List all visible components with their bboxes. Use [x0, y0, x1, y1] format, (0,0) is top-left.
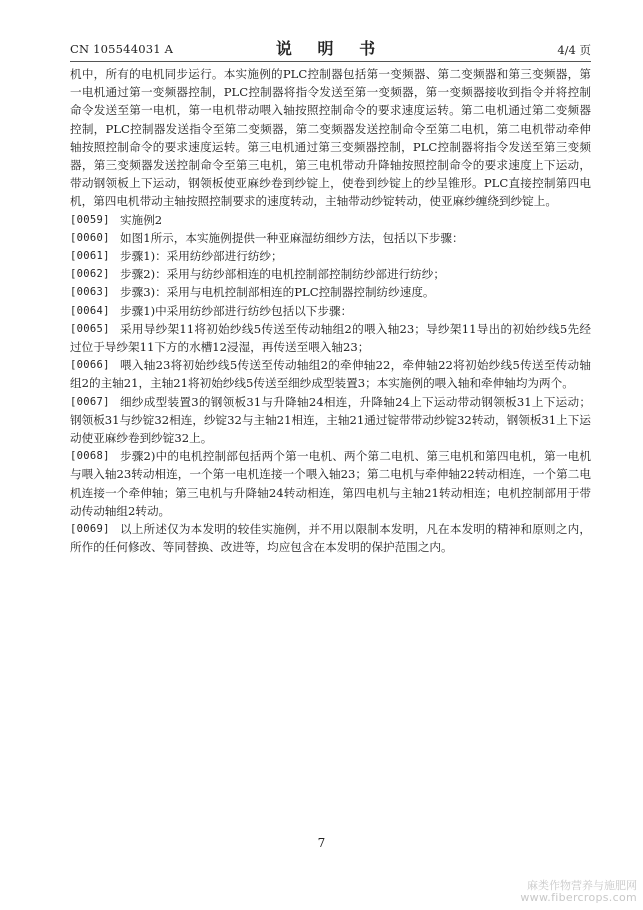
- paragraph-number: [0062]: [70, 268, 110, 281]
- paragraph-number: [0059]: [70, 213, 110, 226]
- paragraph-text: 如图1所示，本实施例提供一种亚麻湿纺细纱方法，包括以下步骤：: [120, 230, 464, 245]
- paragraph-number: [0065]: [70, 322, 110, 335]
- paragraph-0062: [70, 265, 591, 283]
- watermark-site-name: 麻类作物营养与施肥网: [527, 879, 637, 892]
- paragraph-text: 步骤2)：采用与纺纱部相连的电机控制部控制纺纱部进行纺纱；: [120, 267, 445, 282]
- watermark: [520, 880, 637, 904]
- page-indicator: 4/4 页: [557, 43, 591, 57]
- paragraph-number: [0068]: [70, 450, 110, 463]
- paragraph-number: [0061]: [70, 250, 110, 263]
- paragraph-0060: [70, 229, 591, 247]
- paragraph-text: 以上所述仅为本发明的较佳实施例，并不用以限制本发明，凡在本发明的精神和原则之内，所作的任何修改、等同替换、改进等，均应包含在本发明的保护范围之内。: [70, 522, 591, 555]
- paragraph-0067: [70, 393, 591, 448]
- continuation-paragraph: 机中，所有的电机同步运行。本实施例的PLC控制器包括第一变频器、第二变频器和第三变频器，第一电机通过第一变频器控制，PLC控制器将指令发送至第一变频器，第一变频器接收到指令并将控制命令发送至第一电机，第一电机带动喂入轴按照控制命令的要求速度运转。第二电机通过第二变频器控制，PLC控制器发送指令至第二变频器，第二变频器发送控制命令至第二电机，第二电机带动牵伸轴按照控制命令的要求速度运转。第三电机通过第三变频器控制，PLC控制器将指令发送至第三变频器，第三变频器发送控制命令至第三电机，第三电机带动升降轴按照控制命令的要求速度上下运动，带动钢领板上下运动，钢领板使亚麻纱卷到纱锭上，使卷到纱锭上的纱呈锥形。PLC直接控制第四电机，第四电机带动主轴按照控制要求的速度转动，主轴带动纱锭转动，使亚麻纱缠绕到纱锭上。: [70, 67, 591, 209]
- paragraph-number: [0063]: [70, 286, 110, 299]
- paragraph-text: 喂入轴23将初始纱线5传送至传动轴组2的牵伸轴22，牵伸轴22将初始纱线5传送至传动轴组2的主轴21，主轴21将初始纱线5传送至细纱成型装置3；本实施例的喂入轴和牵伸轴均为两个。: [70, 358, 591, 391]
- paragraph-0059: [70, 211, 591, 229]
- paragraph-text: 实施例2: [120, 212, 163, 227]
- paragraph-text: 步骤2)中的电机控制部包括两个第一电机、两个第二电机、第三电机和第四电机，第一电机与喂入轴23转动相连，一个第一电机连接一个喂入轴23；第二电机与牵伸轴22转动相连，一个第二电机连接一个牵伸轴；第三电机与升降轴24转动相连，第四电机与主轴21转动相连；电机控制部用于带动传动轴组2转动。: [70, 449, 591, 518]
- watermark-url: www.fibercrops.com: [520, 891, 637, 904]
- paragraph-number: [0060]: [70, 231, 110, 244]
- paragraph-text: 步骤3)：采用与电机控制部相连的PLC控制器控制纺纱速度。: [120, 285, 435, 300]
- paragraph-0065: [70, 320, 591, 356]
- paragraph-text: 步骤1)：采用纺纱部进行纺纱；: [120, 249, 283, 264]
- document-body: [70, 65, 591, 556]
- paragraph-text: 步骤1)中采用纺纱部进行纺纱包括以下步骤：: [120, 303, 353, 318]
- paragraph-0069: [70, 520, 591, 556]
- paragraph-text: 细纱成型装置3的钢领板31与升降轴24相连，升降轴24上下运动带动钢领板31上下运动；钢领板31与纱锭32相连，纱锭32与主轴21相连，主轴21通过锭带带动纱锭32转动，钢领板31上下运动使亚麻纱卷到纱锭32上。: [70, 394, 591, 446]
- paragraph-0068: [70, 447, 591, 520]
- header-divider: [70, 61, 591, 62]
- paragraph-0063: [70, 283, 591, 301]
- paragraph-0064: [70, 302, 591, 320]
- document-title: 说 明 书: [275, 39, 386, 58]
- paragraph-number: [0067]: [70, 395, 110, 408]
- page-header: [70, 36, 591, 62]
- paragraph-number: [0066]: [70, 359, 110, 372]
- paragraph-text: 采用导纱架11将初始纱线5传送至传动轴组2的喂入轴23；导纱架11导出的初始纱线5先经过位于导纱架11下方的水槽12浸湿，再传送至喂入轴23；: [70, 321, 591, 355]
- page-number: 7: [317, 836, 326, 850]
- paragraph-number: [0069]: [70, 523, 110, 536]
- publication-number: CN 105544031 A: [70, 42, 174, 56]
- paragraph-0061: [70, 247, 591, 265]
- paragraph-number: [0064]: [70, 304, 110, 317]
- paragraph-0066: [70, 356, 591, 392]
